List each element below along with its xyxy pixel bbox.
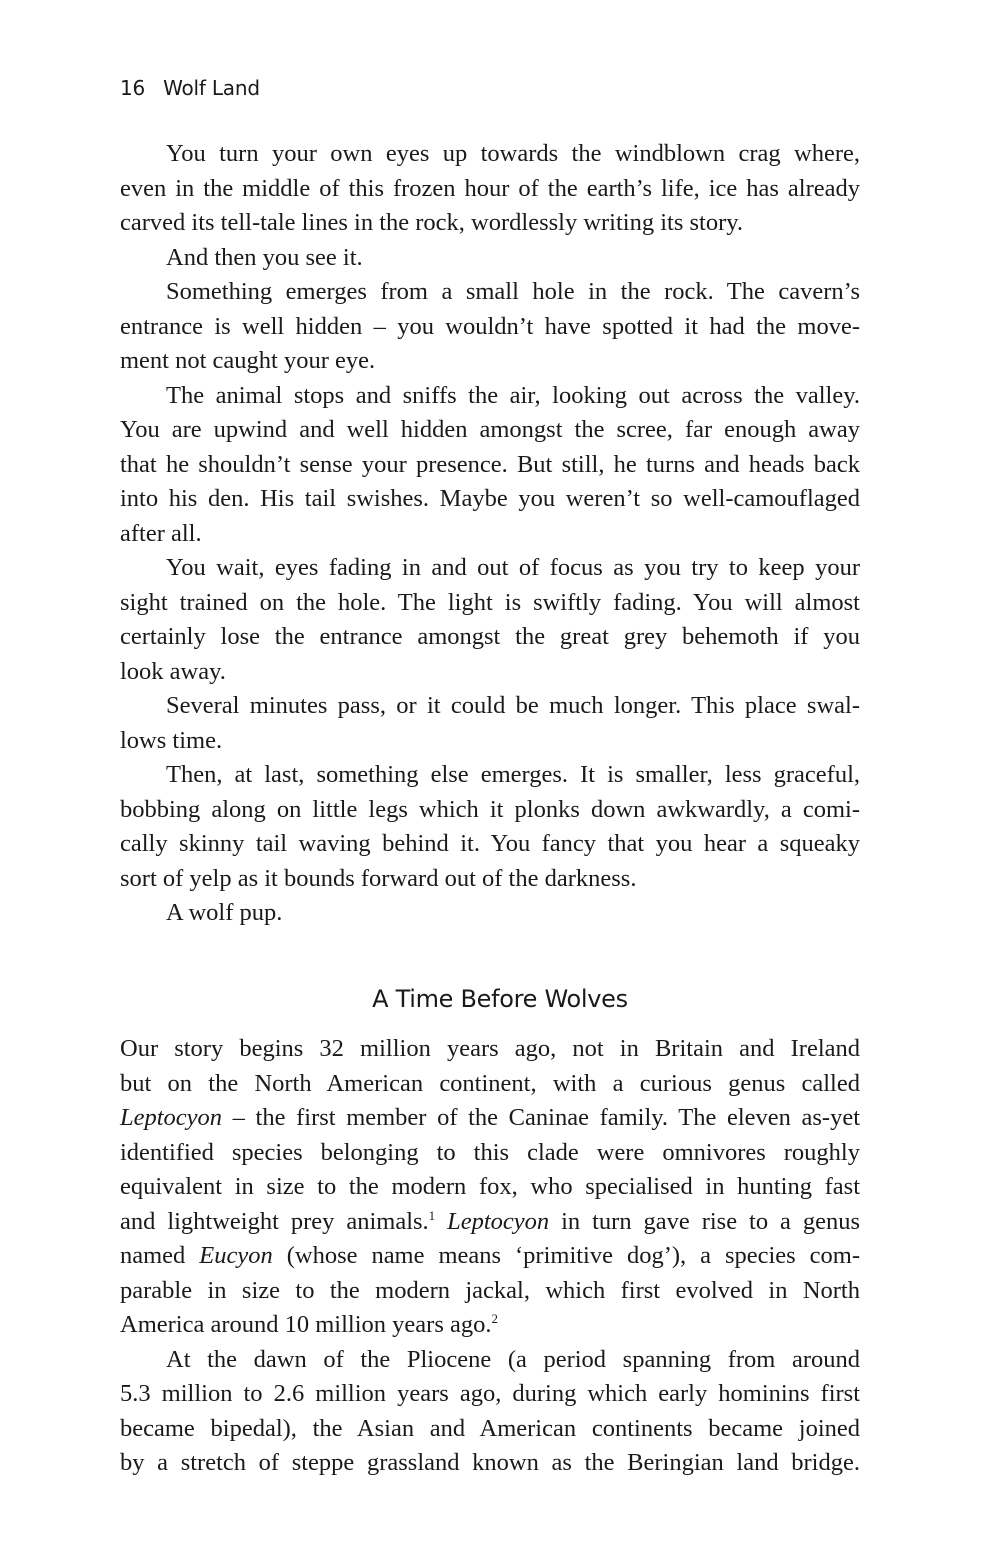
paragraph-line: carved its tell-tale lines in the rock, wordlessly writing its story. (120, 209, 744, 236)
running-head (120, 76, 260, 100)
paragraph-line: parable in size to the modern jackal, which first evolved in North (120, 1276, 860, 1304)
paragraph-line: that he shouldn’t sense your presence. But still, he turns and heads back (120, 450, 860, 478)
line-text: in turn gave rise to a genus (549, 1207, 861, 1235)
paragraph-line: after all. (120, 519, 202, 547)
paragraph-line: Then, at last, something else emerges. It is smaller, less graceful, (166, 761, 860, 788)
genus-name-italic: Leptocyon (447, 1207, 550, 1235)
paragraph-line: by a stretch of steppe grassland known as the Beringian land bridge. (120, 1449, 860, 1476)
paragraph-line: identified species belonging to this clade were omnivores roughly (120, 1138, 860, 1166)
paragraph-line: but on the North American continent, with a curious genus called (120, 1069, 860, 1097)
paragraph-line: Several minutes pass, or it could be much longer. This place swal- (166, 692, 860, 719)
footnote-ref-2[interactable]: 2 (491, 1311, 498, 1326)
paragraph-line: bobbing along on little legs which it plonks down awkwardly, a comi- (120, 795, 860, 823)
paragraph-line: The animal stops and sniffs the air, looking out across the valley. (166, 381, 860, 409)
genus-name-italic: Leptocyon (120, 1104, 223, 1131)
paragraph-line: A wolf pup. (166, 899, 283, 926)
paragraph-line: Something emerges from a small hole in the rock. The cavern’s (166, 278, 860, 305)
paragraph-line: certainly lose the entrance amongst the great grey behemoth if you (120, 623, 860, 650)
paragraph-line: entrance is well hidden – you wouldn’t have spotted it had the move- (120, 312, 860, 340)
page-number: 16 (120, 76, 146, 100)
paragraph-line: even in the middle of this frozen hour of the earth’s life, ice has already (120, 174, 860, 202)
paragraph-line: sight trained on the hole. The light is swiftly fading. You will almost (120, 588, 860, 616)
paragraph-line (120, 1101, 860, 1136)
paragraph-line: lows time. (120, 726, 223, 754)
paragraph-line: And then you see it. (166, 243, 363, 271)
line-text: named (120, 1242, 200, 1269)
section-heading: A Time Before Wolves (372, 985, 628, 1013)
paragraph-line: look away. (120, 657, 226, 685)
paragraph-line: You wait, eyes fading in and out of focus as you try to keep your (166, 554, 860, 581)
paragraph-line: equivalent in size to the modern fox, who specialised in hunting fast (120, 1173, 860, 1200)
paragraph-line: Our story begins 32 million years ago, not in Britain and Ireland (120, 1035, 860, 1062)
paragraph-line: into his den. His tail swishes. Maybe you weren’t so well-camouflaged (120, 485, 860, 512)
footnote-ref-1[interactable]: 1 (428, 1207, 436, 1223)
line-text: (whose name means ‘primitive dog’), a species com- (272, 1242, 860, 1269)
line-text: and lightweight prey animals. (120, 1207, 429, 1235)
paragraph-line: You turn your own eyes up towards the windblown crag where, (166, 140, 860, 167)
genus-name-italic: Eucyon (199, 1242, 273, 1269)
narrative-section (120, 137, 860, 931)
line-text: America around 10 million years ago. (120, 1311, 492, 1338)
paragraph-line: You are upwind and well hidden amongst the scree, far enough away (120, 416, 860, 443)
paragraph-line (120, 1239, 860, 1274)
paragraph-line: ment not caught your eye. (120, 347, 376, 374)
paragraph-line: sort of yelp as it bounds forward out of the darkness. (120, 864, 637, 892)
paragraph-line: At the dawn of the Pliocene (a period spanning from around (166, 1345, 860, 1373)
paragraph-line (120, 1205, 860, 1240)
paragraph-line: cally skinny tail waving behind it. You fancy that you hear a squeaky (120, 830, 860, 857)
history-section (120, 1032, 860, 1481)
paragraph-line: became bipedal), the Asian and American continents became joined (120, 1414, 860, 1442)
paragraph-line (120, 1308, 860, 1343)
line-text: – the first member of the Caninae family. The eleven as-yet (222, 1104, 860, 1131)
book-title: Wolf Land (163, 76, 260, 100)
paragraph-line: 5.3 million to 2.6 million years ago, during which early hominins first (120, 1380, 860, 1407)
